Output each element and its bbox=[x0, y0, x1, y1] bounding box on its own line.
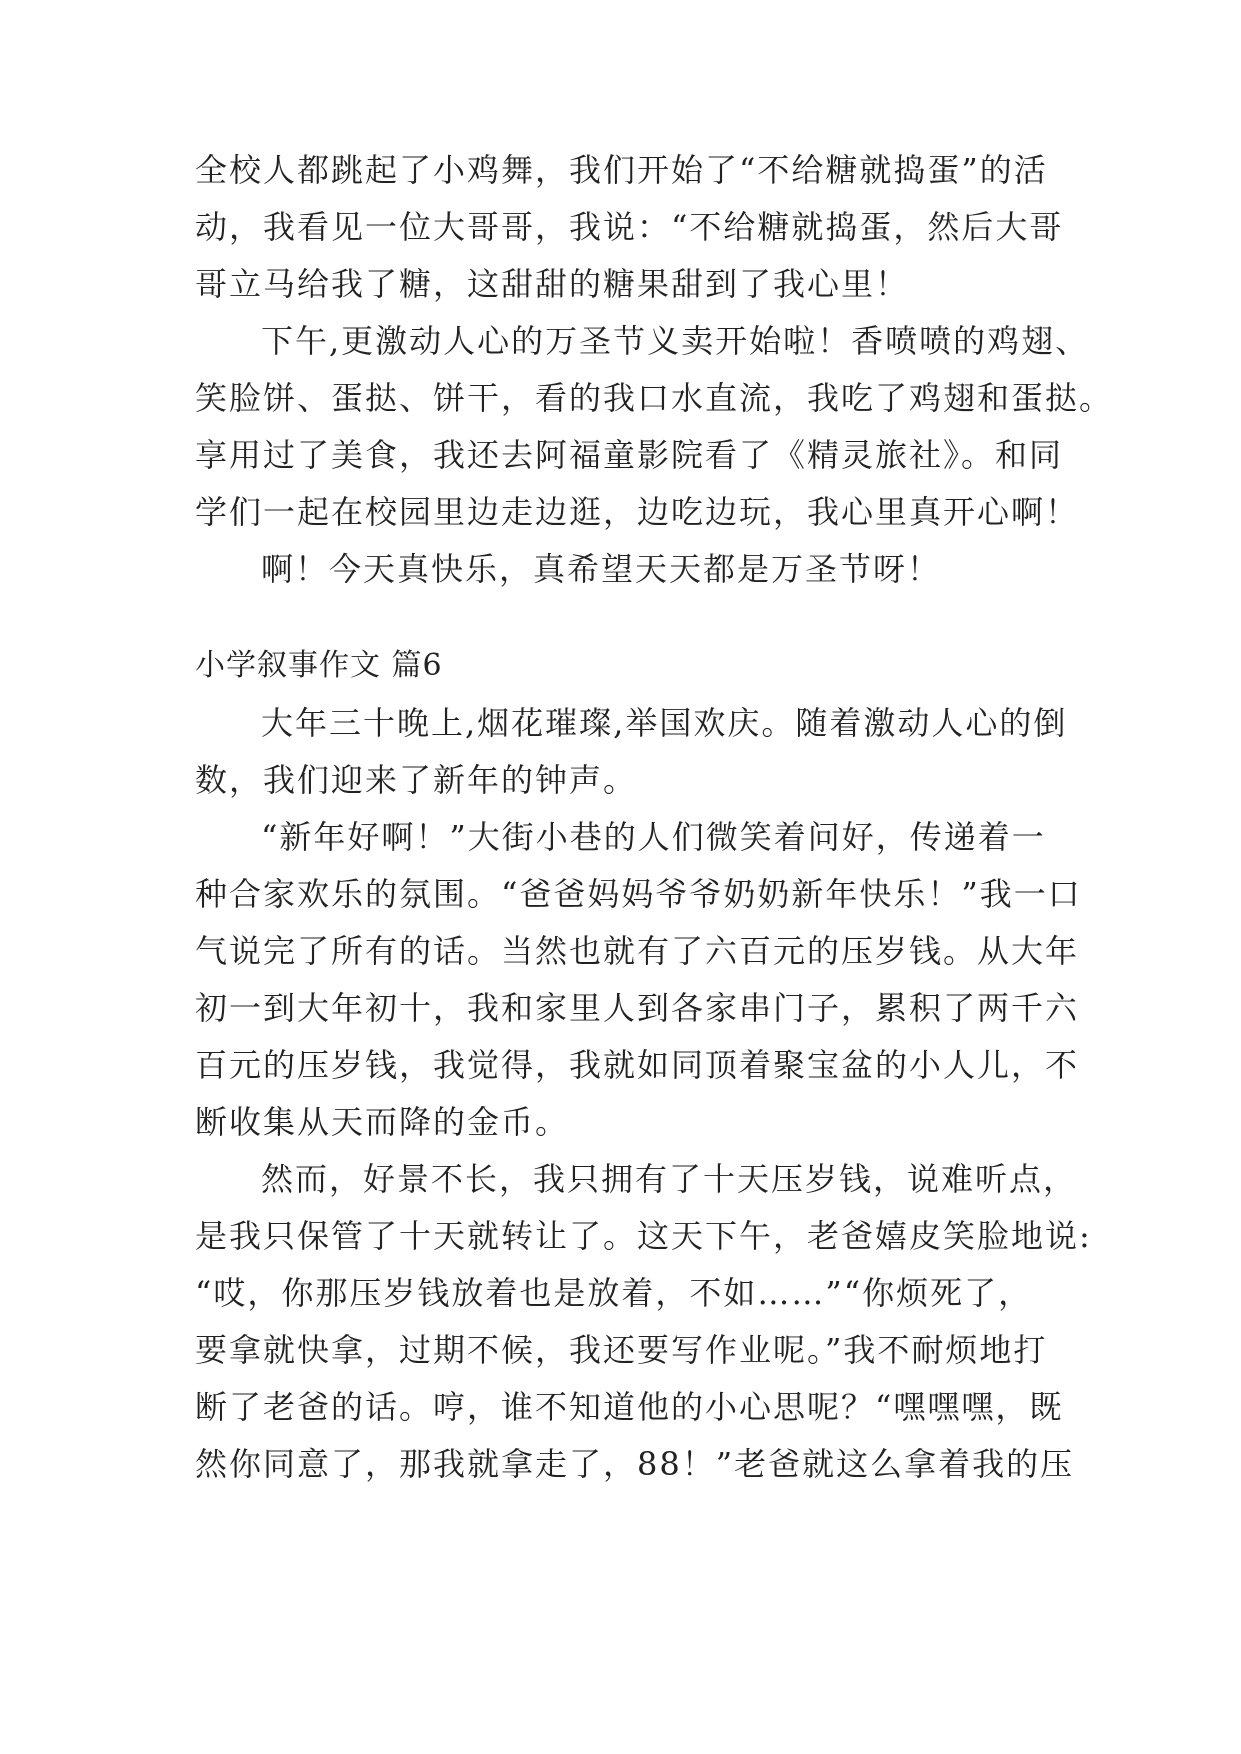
text-line: “哎，你那压岁钱放着也是放着，不如……”“你烦死了， bbox=[195, 1274, 1033, 1312]
text-line: 笑脸饼、蛋挞、饼干，看的我口水直流，我吃了鸡翅和蛋挞。 bbox=[195, 379, 1114, 417]
text-line: 是我只保管了十天就转让了。这天下午，老爸嬉皮笑脸地说: bbox=[195, 1217, 1092, 1255]
text-line: 哥立马给我了糖，这甜甜的糖果甜到了我心里！ bbox=[195, 265, 910, 303]
paragraph-start-line: 下午,更激动人心的万圣节义卖开始啦！香喷喷的鸡翅、 bbox=[261, 322, 1090, 360]
text-line: 全校人都跳起了小鸡舞，我们开始了“不给糖就捣蛋”的活 bbox=[195, 151, 1048, 189]
section-title: 小学叙事作文 篇6 bbox=[195, 648, 443, 683]
text-line: 数，我们迎来了新年的钟声。 bbox=[195, 761, 638, 799]
text-line: 气说完了所有的话。当然也就有了六百元的压岁钱。从大年 bbox=[195, 932, 1080, 970]
text-line: 动，我看见一位大哥哥，我说：“不给糖就捣蛋，然后大哥 bbox=[195, 208, 1064, 246]
text-line: 要拿就快拿，过期不候，我还要写作业呢。”我不耐烦地打 bbox=[195, 1331, 1048, 1369]
text-line: 断收集从天而降的金币。 bbox=[195, 1103, 570, 1141]
text-line: 初一到大年初十，我和家里人到各家串门子，累积了两千六 bbox=[195, 989, 1080, 1027]
paragraph-start-line: 大年三十晚上,烟花璀璨,举国欢庆。随着激动人心的倒 bbox=[261, 704, 1068, 742]
text-line: 然你同意了，那我就拿走了，88！”老爸就这么拿着我的压 bbox=[195, 1445, 1075, 1483]
text-line: 享用过了美食，我还去阿福童影院看了《精灵旅社》。和同 bbox=[195, 436, 1064, 474]
text-line: 断了老爸的话。哼，谁不知道他的小心思呢？“嘿嘿嘿，既 bbox=[195, 1388, 1064, 1426]
text-line: 百元的压岁钱，我觉得，我就如同顶着聚宝盆的小人儿，不 bbox=[195, 1046, 1080, 1084]
text-line: 种合家欢乐的氛围。“爸爸妈妈爷爷奶奶新年快乐！”我一口 bbox=[195, 875, 1082, 913]
paragraph-start-line: 啊！今天真快乐，真希望天天都是万圣节呀！ bbox=[261, 550, 942, 588]
paragraph-start-line: 然而，好景不长，我只拥有了十天压岁钱，说难听点， bbox=[261, 1160, 1078, 1198]
paragraph-start-line: “新年好啊！”大街小巷的人们微笑着问好，传递着一 bbox=[261, 818, 1046, 856]
text-line: 学们一起在校园里边走边逛，边吃边玩，我心里真开心啊！ bbox=[195, 493, 1080, 531]
